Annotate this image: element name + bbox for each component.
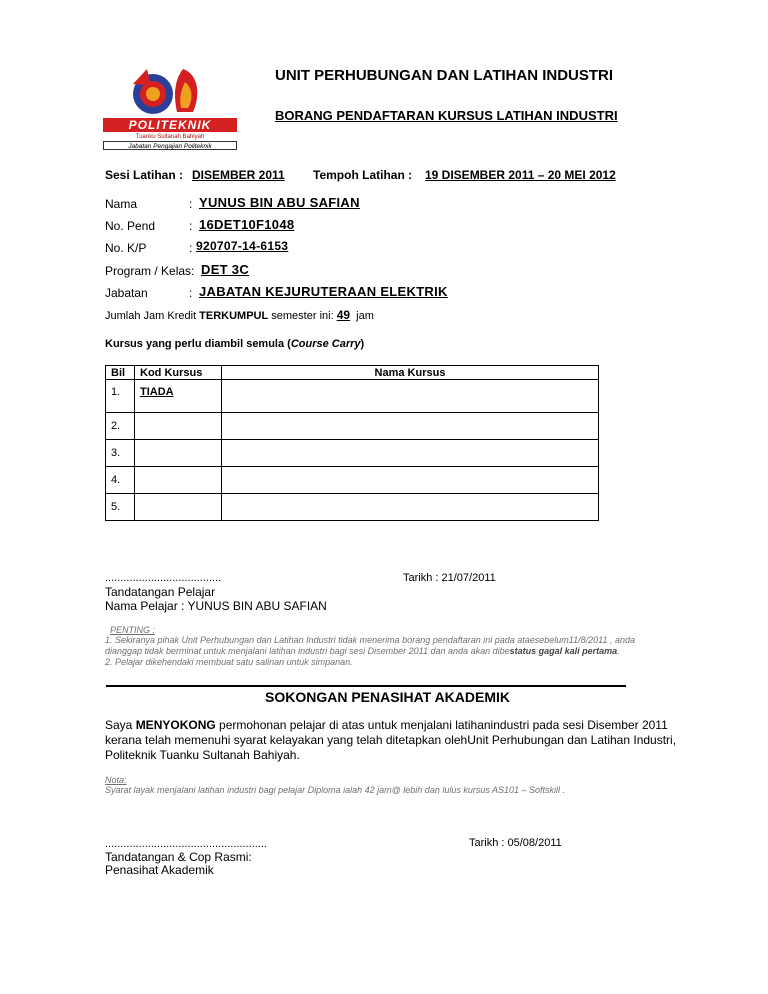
row-bil: 4. — [106, 467, 135, 494]
credits-suffix: jam — [356, 310, 374, 322]
student-date: Tarikh : 21/07/2011 — [403, 572, 496, 584]
advisor-paragraph-2: kerana telah memenuhi syarat kelayakan yang telah ditetapkan olehUnit Perhubungan dan Latihan Industri, — [105, 733, 677, 747]
table-row — [106, 440, 599, 467]
advisor-signature-label: Tandatangan & Cop Rasmi: — [105, 850, 252, 864]
program-value: DET 3C — [201, 262, 250, 277]
course-carry-title — [105, 338, 364, 350]
form-subtitle: BORANG PENDAFTARAN KURSUS LATIHAN INDUSTRI — [275, 108, 618, 123]
row-bil: 3. — [106, 440, 135, 467]
row-nama — [222, 494, 599, 521]
tempoh-value: 19 DISEMBER 2011 – 20 MEI 2012 — [425, 168, 616, 182]
nota-title: Nota: — [105, 775, 127, 785]
logo-department: Jabatan Pengajian Politeknik — [103, 141, 237, 150]
row-kod — [135, 467, 222, 494]
row-nama — [222, 380, 599, 413]
sesi-label: Sesi Latihan : — [105, 168, 184, 182]
jabatan-colon: : — [189, 286, 193, 300]
row-nama — [222, 413, 599, 440]
course-title-italic: Course Carry — [290, 338, 361, 350]
col-bil: Bil — [106, 366, 135, 380]
penting-line-2-bold: status gagal kali pertama — [509, 646, 618, 656]
credits-bold: TERKUMPUL — [199, 310, 269, 322]
penting-line-1: 1. Sekiranya pihak Unit Perhubungan dan Latihan Industri tidak menerima borang pendaftaran ini pada ataesebelum11/8/2011 , anda — [105, 635, 636, 645]
row-bil: 1. — [106, 380, 135, 413]
table-row — [106, 467, 599, 494]
row-nama — [222, 440, 599, 467]
course-title-close: ) — [360, 338, 365, 350]
advisor-date: Tarikh : 05/08/2011 — [469, 837, 562, 849]
nama-label: Nama — [105, 197, 138, 211]
advisor-role: Penasihat Akademik — [105, 863, 214, 877]
advisor-paragraph-1 — [105, 718, 668, 732]
table-header-row — [106, 366, 599, 380]
kp-value: 920707-14-6153 — [196, 239, 289, 253]
student-signature-line: ...................................... — [105, 572, 222, 584]
penting-line-2-text: dianggap tidak berminat untuk menjalani latihan industri bagi sesi Disember 2011 dan anda akan dibe — [105, 646, 510, 656]
logo-wordmark: POLITEKNIK — [103, 118, 237, 132]
table-row — [106, 494, 599, 521]
nama-colon: : — [189, 197, 193, 211]
credits-middle: semester ini: — [268, 310, 337, 322]
tempoh-label: Tempoh Latihan : — [313, 168, 413, 182]
credits-prefix: Jumlah Jam Kredit — [105, 310, 200, 322]
row-kod — [135, 494, 222, 521]
logo-subname: Tuanku Sultanah Bahiyah — [135, 134, 205, 140]
row-nama — [222, 467, 599, 494]
jabatan-label: Jabatan — [105, 286, 148, 300]
pend-colon: : — [189, 219, 193, 233]
row-kod — [135, 440, 222, 467]
penting-line-2 — [105, 646, 620, 656]
student-signature-label: Tandatangan Pelajar — [105, 585, 216, 599]
row-kod — [135, 413, 222, 440]
nama-value: YUNUS BIN ABU SAFIAN — [199, 195, 360, 210]
sesi-value: DISEMBER 2011 — [192, 168, 285, 182]
pend-label: No. Pend — [105, 219, 156, 233]
advisor-p1-rest: permohonan pelajar di atas untuk menjalani latihanindustri pada sesi Disember 2011 — [215, 718, 668, 732]
student-name-line: Nama Pelajar : YUNUS BIN ABU SAFIAN — [105, 599, 327, 613]
penting-line-3: 2. Pelajar dikehendaki membuat satu salinan untuk simpanan. — [105, 657, 353, 667]
pend-value: 16DET10F1048 — [199, 217, 295, 232]
col-kod: Kod Kursus — [135, 366, 222, 380]
row-bil: 2. — [106, 413, 135, 440]
politeknik-logo — [103, 64, 237, 152]
program-label: Program / Kelas: — [105, 264, 195, 278]
jabatan-value: JABATAN KEJURUTERAAN ELEKTRIK — [199, 284, 448, 299]
course-table — [105, 365, 599, 521]
logo-emblem-icon — [103, 64, 237, 118]
kp-label: No. K/P — [105, 241, 147, 255]
nota-text: Syarat layak menjalani latihan industri bagi pelajar Diploma ialah 42 jam@ lebih dan lulus kursus AS101 – Softskill . — [105, 785, 566, 795]
credits-value: 49 — [336, 308, 351, 322]
table-row — [106, 380, 599, 413]
advisor-signature-line: ..................................................... — [105, 838, 267, 850]
advisor-paragraph-3: Politeknik Tuanku Sultanah Bahiyah. — [105, 748, 300, 762]
section-divider — [106, 685, 626, 687]
row-kod: TIADA — [135, 380, 222, 413]
kp-colon: : — [189, 241, 193, 255]
page-title: UNIT PERHUBUNGAN DAN LATIHAN INDUSTRI — [275, 67, 614, 84]
penting-line-2-end: . — [617, 646, 620, 656]
credits-line — [105, 308, 374, 322]
row-bil: 5. — [106, 494, 135, 521]
advisor-p1-prefix: Saya — [105, 718, 136, 732]
table-row — [106, 413, 599, 440]
penting-title: PENTING : — [110, 625, 156, 635]
col-nama: Nama Kursus — [222, 366, 599, 380]
course-title-plain: Kursus yang perlu diambil semula ( — [105, 338, 291, 350]
advisor-section-title: SOKONGAN PENASIHAT AKADEMIK — [265, 689, 511, 705]
advisor-p1-bold: MENYOKONG — [135, 718, 216, 732]
